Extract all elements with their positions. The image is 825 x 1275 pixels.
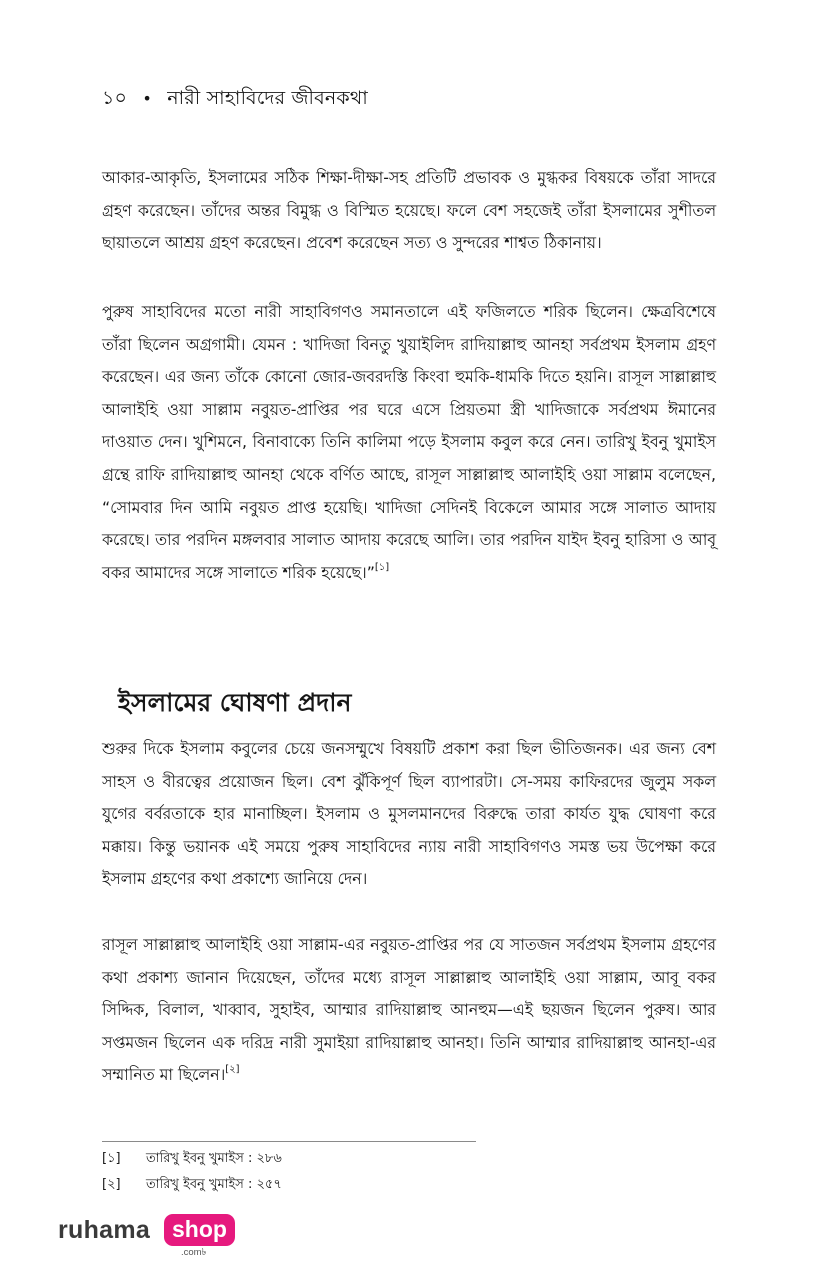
body-paragraph-1 [102, 162, 716, 260]
running-header [102, 84, 368, 116]
footnote-divider [102, 1141, 476, 1142]
paragraph-text: পুরুষ সাহাবিদের মতো নারী সাহাবিগণও সমানতালে এই ফজিলতে শরিক ছিলেন। ক্ষেত্রবিশেষে তাঁরা ছিলেন অগ্রগামী। যেমন : খাদিজা বিনতু খুয়াইলিদ রাদিয়াল্লাহু আনহা সর্বপ্রথম ইসলাম গ্রহণ করেছেন। এর জন্য তাঁকে কোনো জোর-জবরদস্তি কিংবা হুমকি-ধামকি দিতে হয়নি। রাসূল সাল্লাল্লাহু আলাইহি ওয়া সাল্লাম নবুয়ত-প্রাপ্তির পর ঘরে এসে প্রিয়তমা স্ত্রী খাদিজাকে সর্বপ্রথম ঈমানের দাওয়াত দেন। খুশিমনে, বিনাবাক্যে তিনি কালিমা পড়ে ইসলাম কবুল করে নেন। তারিখু ইবনু খুমাইস গ্রন্থে রাফি রাদিয়াল্লাহু আনহা থেকে বর্ণিত আছে, রাসূল সাল্লাল্লাহু আলাইহি ওয়া সাল্লাম বলেছেন, “সোমবার দিন আমি নবুয়ত প্রাপ্ত হয়েছি। খাদিজা সেদিনই বিকেলে আমার সঙ্গে সালাত আদায় করেছে। তার পরদিন মঙ্গলবার সালাত আদায় করেছে আলি। তার পরদিন যাইদ ইবনু হারিসা ও আবূ বকর আমাদের সঙ্গে সালাতে শরিক হয়েছে।” [102, 302, 716, 582]
footnote-marker: [২] [102, 1177, 121, 1192]
logo-text-right: shop [164, 1214, 235, 1246]
body-paragraph-4 [102, 929, 716, 1092]
header-separator: • [142, 89, 152, 108]
footnote-reference-2[interactable]: [২] [225, 1064, 240, 1076]
page-number: ১০ [102, 87, 128, 109]
footnote-reference-1[interactable]: [১] [374, 561, 390, 573]
footnote-2 [102, 1175, 282, 1196]
body-paragraph-3 [102, 733, 716, 896]
footnote-text: তারিখু ইবনু খুমাইস : ২৮৬ [146, 1151, 282, 1166]
paragraph-text: আকার-আকৃতি, ইসলামের সঠিক শিক্ষা-দীক্ষা-সহ প্রতিটি প্রভাবক ও মুগ্ধকর বিষয়কে তাঁরা সাদরে গ্রহণ করেছেন। তাঁদের অন্তর বিমুগ্ধ ও বিস্মিত হয়েছে। ফলে বেশ সহজেই তাঁরা ইসলামের সুশীতল ছায়াতলে আশ্রয় গ্রহণ করেছেন। প্রবেশ করেছেন সত্য ও সুন্দরের শাশ্বত ঠিকানায়। [102, 168, 716, 253]
footnote-text: তারিখু ইবনু খুমাইস : ২৫৭ [146, 1177, 282, 1192]
body-paragraph-2 [102, 296, 716, 589]
footnote-1 [102, 1149, 282, 1170]
ruhamashop-logo[interactable] [58, 1214, 238, 1258]
paragraph-text: রাসূল সাল্লাল্লাহু আলাইহি ওয়া সাল্লাম-এর নবুয়ত-প্রাপ্তির পর যে সাতজন সর্বপ্রথম ইসলাম গ্রহণের কথা প্রকাশ্য জানান দিয়েছেন, তাঁদের মধ্যে রাসূল সাল্লাল্লাহু আলাইহি ওয়া সাল্লাম, আবূ বকর সিদ্দিক, বিলাল, খাব্বাব, সুহাইব, আম্মার রাদিয়াল্লাহু আনহুম—এই ছয়জন ছিলেন পুরুষ। আর সপ্তমজন ছিলেন এক দরিদ্র নারী সুমাইয়া রাদিয়াল্লাহু আনহা। তিনি আম্মার রাদিয়াল্লাহু আনহা-এর সম্মানিত মা ছিলেন। [102, 935, 716, 1085]
logo-text-left: ruhama [58, 1216, 151, 1244]
logo-domain: .com৳ [181, 1247, 207, 1258]
footnote-marker: [১] [102, 1151, 121, 1166]
book-title: নারী সাহাবিদের জীবনকথা [167, 87, 368, 109]
section-heading: ইসলামের ঘোষণা প্রদান [118, 688, 352, 717]
paragraph-text: শুরুর দিকে ইসলাম কবুলের চেয়ে জনসম্মুখে বিষয়টি প্রকাশ করা ছিল ভীতিজনক। এর জন্য বেশ সাহস ও বীরত্বের প্রয়োজন ছিল। বেশ ঝুঁকিপূর্ণ ছিল ব্যাপারটা। সে-সময় কাফিরদের জুলুম সকল যুগের বর্বরতাকে হার মানাচ্ছিল। ইসলাম ও মুসলমানদের বিরুদ্ধে তারা কার্যত যুদ্ধ ঘোষণা করে মক্কায়। কিন্তু ভয়ানক এই সময়ে পুরুষ সাহাবিদের ন্যায় নারী সাহাবিগণও সমস্ত ভয় উপেক্ষা করে ইসলাম গ্রহণের কথা প্রকাশ্যে জানিয়ে দেন। [102, 739, 716, 889]
